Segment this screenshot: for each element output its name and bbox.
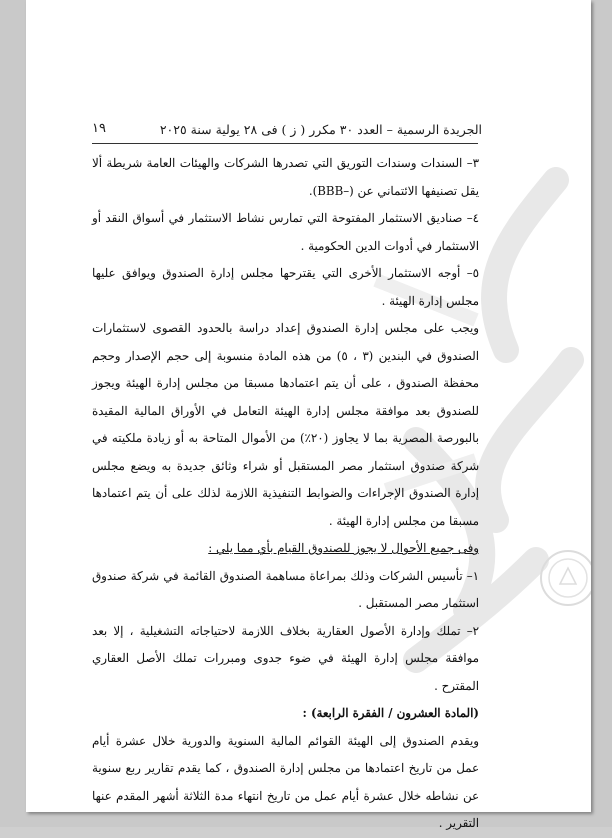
page-number: ١٩ [92, 121, 106, 136]
seal-stamp [538, 548, 591, 608]
page-header [92, 118, 482, 142]
prohibition-item-2: ٢– تملك وإدارة الأصول العقارية بخلاف اللازمة لاحتياجاته التشغيلية ، إلا بعد موافقة مجلس إدارة الهيئة في ضوء جدوى ومبررات تملك الأصل العقاري المقترح . [92, 623, 479, 693]
paragraph-financial-reports: ويقدم الصندوق إلى الهيئة القوائم المالية السنوية والدورية خلال عشرة أيام عمل من تاريخ اعتمادها من مجلس إدارة الصندوق ، كما يقدم تقارير ربع سنوية عن نشاطه خلال عشرة أيام عمل من تاريخ انتهاء مدة الثلاثة أشهر المقدم عنها التقرير . [92, 733, 479, 830]
article-heading: (المادة العشرون / الفقرة الرابعة) : [302, 706, 479, 720]
paragraph-board-study: ويجب على مجلس إدارة الصندوق إعداد دراسة بالحدود القصوى لاستثمارات الصندوق في البندين (٣ ، ٥) من هذه المادة منسوبة إلى حجم الإصدار وحجم محفظة الصندوق ، على أن يتم اعتمادها مسبقا من مجلس إدارة الهيئة ويجوز للصندوق بعد موافقة مجلس إدارة الهيئة التعامل في الأوراق المالية المقيدة بالبورصة المصرية بما لا يجاوز (٢٠٪) من الأموال المتاحة به أو زيادة ملكيته في شركة صندوق استثمار مصر المستقبل أو شراء وثائق جديدة به ويضع مجلس إدارة الصندوق الإجراءات والضوابط التنفيذية اللازمة لذلك على أن يتم اعتمادها مسبقا من مجلس إدارة الهيئة . [92, 321, 479, 528]
paragraph-item-5: ٥– أوجه الاستثمار الأخرى التي يقترحها مجلس إدارة الصندوق ويوافق عليها مجلس إدارة الهيئة . [92, 266, 479, 308]
paragraph-item-4: ٤– صناديق الاستثمار المفتوحة التي تمارس نشاط الاستثمار في أسواق النقد أو الاستثمار في أدوات الدين الحكومية . [92, 211, 479, 253]
document-body [92, 150, 479, 838]
paragraph-item-3: ٣– السندات وسندات التوريق التي تصدرها الشركات والهيئات العامة شريطة ألا يقل تصنيفها الائتماني عن (–BBB). [92, 156, 479, 198]
header-divider [92, 143, 478, 144]
prohibition-item-1: ١– تأسيس الشركات وذلك بمراعاة مساهمة الصندوق القائمة في شركة صندوق استثمار مصر المستقبل . [92, 568, 479, 610]
prohibitions-heading: وفى جميع الأحوال لا يجوز للصندوق القيام بأي مما يلي : [208, 541, 479, 555]
header-title: الجريدة الرسمية – العدد ٣٠ مكرر ( ز ) فى ٢٨ يولية سنة ٢٠٢٥ [159, 122, 482, 137]
